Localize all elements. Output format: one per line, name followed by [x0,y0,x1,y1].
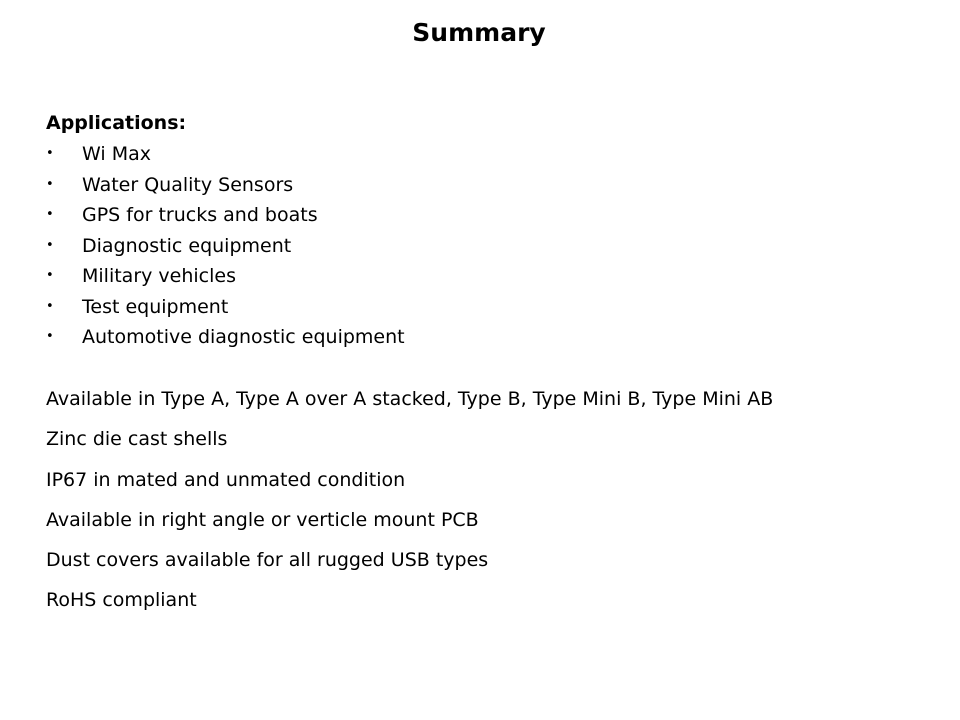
feature-item: Dust covers available for all rugged USB types [46,549,489,572]
application-label: Wi Max [82,143,151,165]
application-label: Water Quality Sensors [82,173,294,196]
applications-heading: Applications: [46,112,187,134]
slide-title: Summary [412,18,546,47]
bullet-icon: • [46,298,54,314]
bullet-icon: • [46,268,54,283]
application-label: Military vehicles [82,265,236,287]
features-list [46,385,773,627]
bullet-icon: • [46,146,54,161]
bullet-icon: • [46,237,54,253]
application-label: Diagnostic equipment [82,234,292,257]
feature-item: Available in Type A, Type A over A stacked, Type B, Type Mini B, Type Mini AB [46,388,774,410]
application-label: Test equipment [82,295,229,318]
feature-item: Available in right angle or verticle mount PCB [46,508,479,531]
feature-item: Zinc die cast shells [46,428,228,451]
bullet-icon: • [46,207,54,222]
bullet-icon: • [46,329,54,344]
feature-item: IP67 in mated and unmated condition [46,468,406,491]
feature-item: RoHS compliant [46,589,197,612]
application-label: GPS for trucks and boats [82,204,318,226]
application-label: Automotive diagnostic equipment [82,326,405,348]
bullet-icon: • [46,176,54,192]
